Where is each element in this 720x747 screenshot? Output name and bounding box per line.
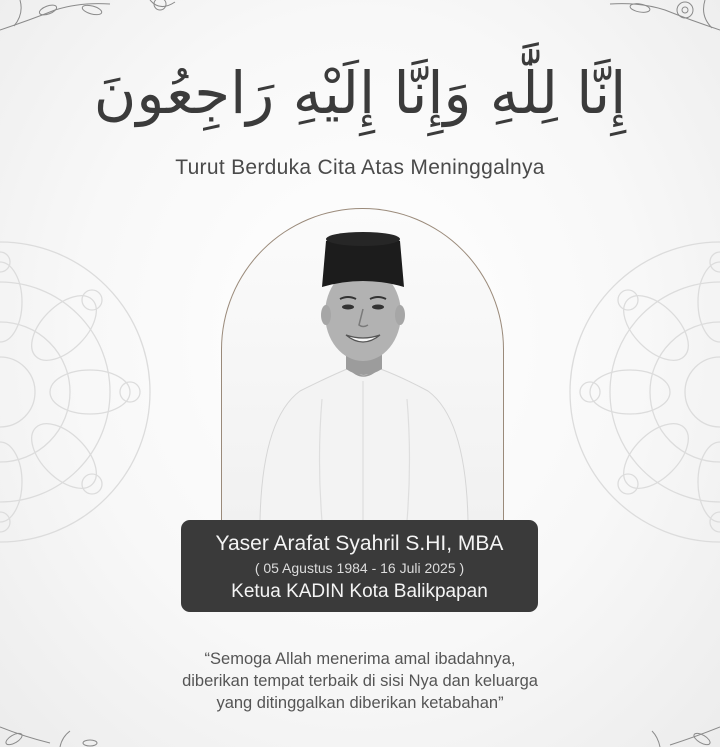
prayer-line: diberikan tempat terbaik di sisi Nya dan keluarga [182, 672, 538, 690]
floral-corner-top-right [580, 0, 720, 40]
prayer-line: yang ditinggalkan diberikan ketabahan” [216, 694, 504, 712]
life-dates: ( 05 Agustus 1984 - 16 Juli 2025 ) [254, 560, 465, 576]
name-plate [181, 520, 538, 612]
condolence-subtitle: Turut Berduka Cita Atas Meninggalnya [175, 156, 545, 179]
arabic-calligraphy: إِنَّا لِلَّٰهِ وَإِنَّا إِلَيْهِ رَاجِعُونَ [93, 59, 627, 127]
prayer-quote [0, 648, 720, 714]
floral-corner-top-left [0, 0, 190, 40]
portrait-photo [222, 209, 504, 520]
portrait-arch-frame [221, 208, 504, 520]
mandala-ornament-left [0, 222, 160, 562]
prayer-line: “Semoga Allah menerima amal ibadahnya, [204, 650, 516, 668]
floral-corner-bottom-left [0, 717, 120, 747]
deceased-name: Yaser Arafat Syahril S.HI, MBA [215, 532, 504, 555]
mandala-ornament-right [560, 222, 720, 562]
floral-corner-bottom-right [630, 717, 720, 747]
job-title: Ketua KADIN Kota Balikpapan [231, 581, 488, 602]
